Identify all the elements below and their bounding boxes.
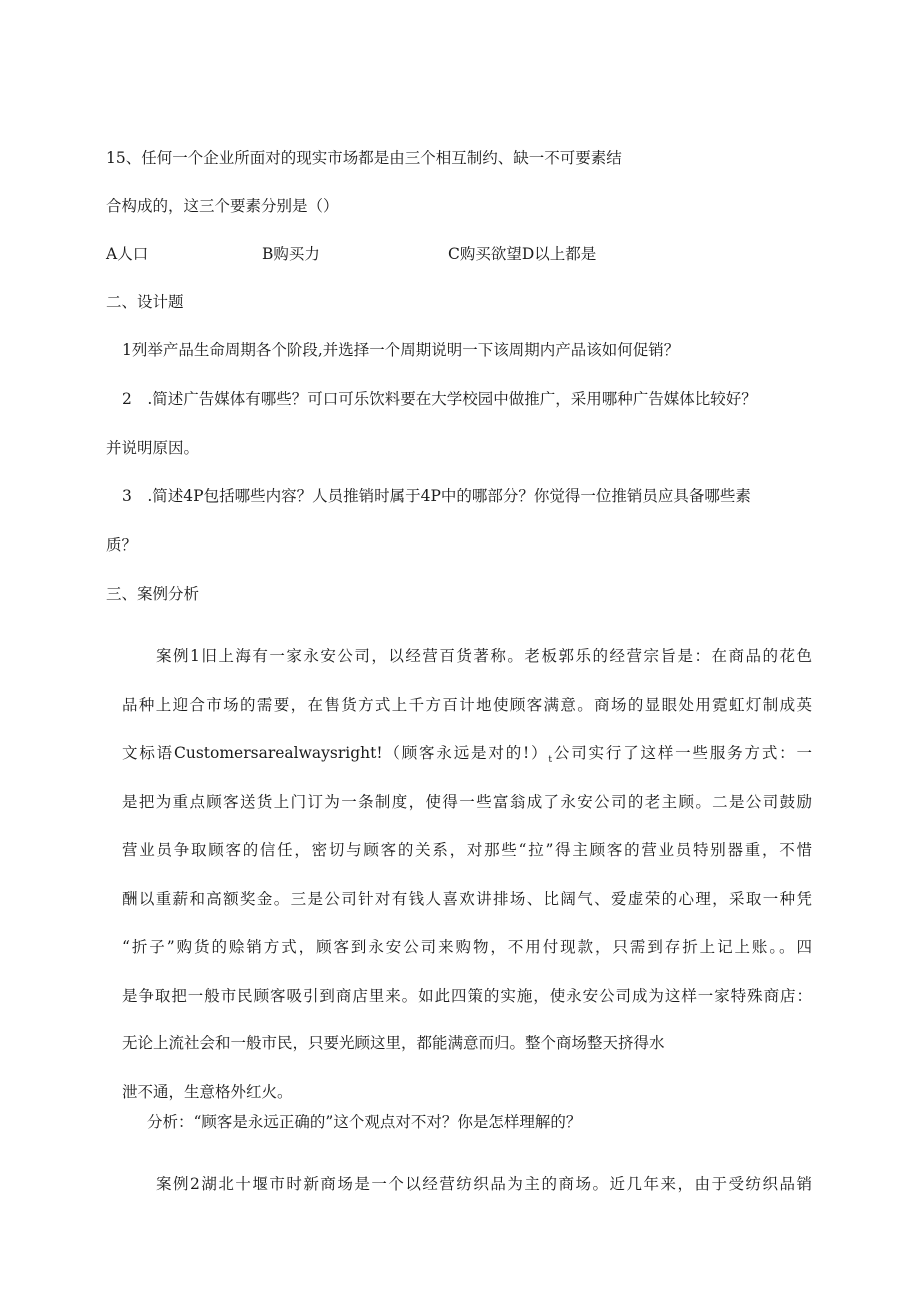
- section2-item2-line2: 并说明原因。: [106, 439, 200, 457]
- case1-line3-subscript: t: [548, 755, 553, 765]
- case1-line2: 品种上迎合市场的需要，在售货方式上千方百计地使顾客满意。商场的显眼处用霓虹灯制成英: [122, 696, 812, 714]
- case2-line1: 案例2湖北十堰市时新商场是一个以经营纺织品为主的商场。近几年来，由于受纺织品销: [156, 1175, 812, 1193]
- case1-line3-part-a: 文标语Customersarealwaysright!（顾客永远是对的!）: [122, 744, 549, 762]
- q15-line2: 合构成的，这三个要素分别是（）: [106, 197, 339, 215]
- case1-analysis: 分析：“顾客是永远正确的”这个观点对不对？你是怎样理解的？: [147, 1113, 582, 1131]
- case1-line4: 是把为重点顾客送货上门订为一条制度，使得一些富翁成了永安公司的老主顾。二是公司鼓励: [122, 793, 812, 811]
- section2-item2-line1: 2 .简述广告媒体有哪些？可口可乐饮料要在大学校园中做推广，采用哪种广告媒体比较好？: [122, 390, 757, 408]
- case1-line7: “折子”购货的赊销方式，顾客到永安公司来购物，不用付现款，只需到存折上记上账。。四: [122, 938, 812, 956]
- case1-line1: 案例1旧上海有一家永安公司，以经营百货著称。老板郭乐的经营宗旨是：在商品的花色: [156, 647, 812, 665]
- section3-heading: 三、案例分析: [106, 585, 200, 603]
- case1-line3-part-b: 公司实行了这样一些服务方式：一: [552, 744, 812, 762]
- q15-option-cd: C购买欲望D以上都是: [448, 245, 597, 263]
- q15-option-a: A人口: [106, 245, 149, 263]
- case1-line10: 泄不通，生意格外红火。: [122, 1083, 293, 1101]
- case1-line5: 营业员争取顾客的信任，密切与顾客的关系，对那些“拉”得主顾客的营业员特别器重，不惜: [122, 841, 812, 859]
- case1-line9: 无论上流社会和一般市民，只要光顾这里，都能满意而归。整个商场整天挤得水: [122, 1034, 665, 1052]
- case1-line6: 酬以重薪和高额奖金。三是公司针对有钱人喜欢讲排场、比阔气、爱虚荣的心理，采取一种凭: [122, 890, 812, 908]
- section2-item1: 1列举产品生命周期各个阶段,并选择一个周期说明一下该周期内产品该如何促销？: [122, 341, 680, 359]
- section2-item3-line2: 质？: [106, 536, 138, 554]
- q15-option-b: B购买力: [262, 245, 320, 263]
- case1-line8: 是争取把一般市民顾客吸引到商店里来。如此四策的实施，使永安公司成为这样一家特殊商店：: [122, 987, 812, 1005]
- section2-heading: 二、设计题: [106, 293, 184, 311]
- section2-item3-line1: 3 .简述4P包括哪些内容？人员推销时属于4P中的哪部分？你觉得一位推销员应具备哪些素: [122, 487, 751, 505]
- case1-line3: [122, 743, 812, 770]
- q15-line1: 15、任何一个企业所面对的现实市场都是由三个相互制约、缺一不可要素结: [106, 149, 622, 167]
